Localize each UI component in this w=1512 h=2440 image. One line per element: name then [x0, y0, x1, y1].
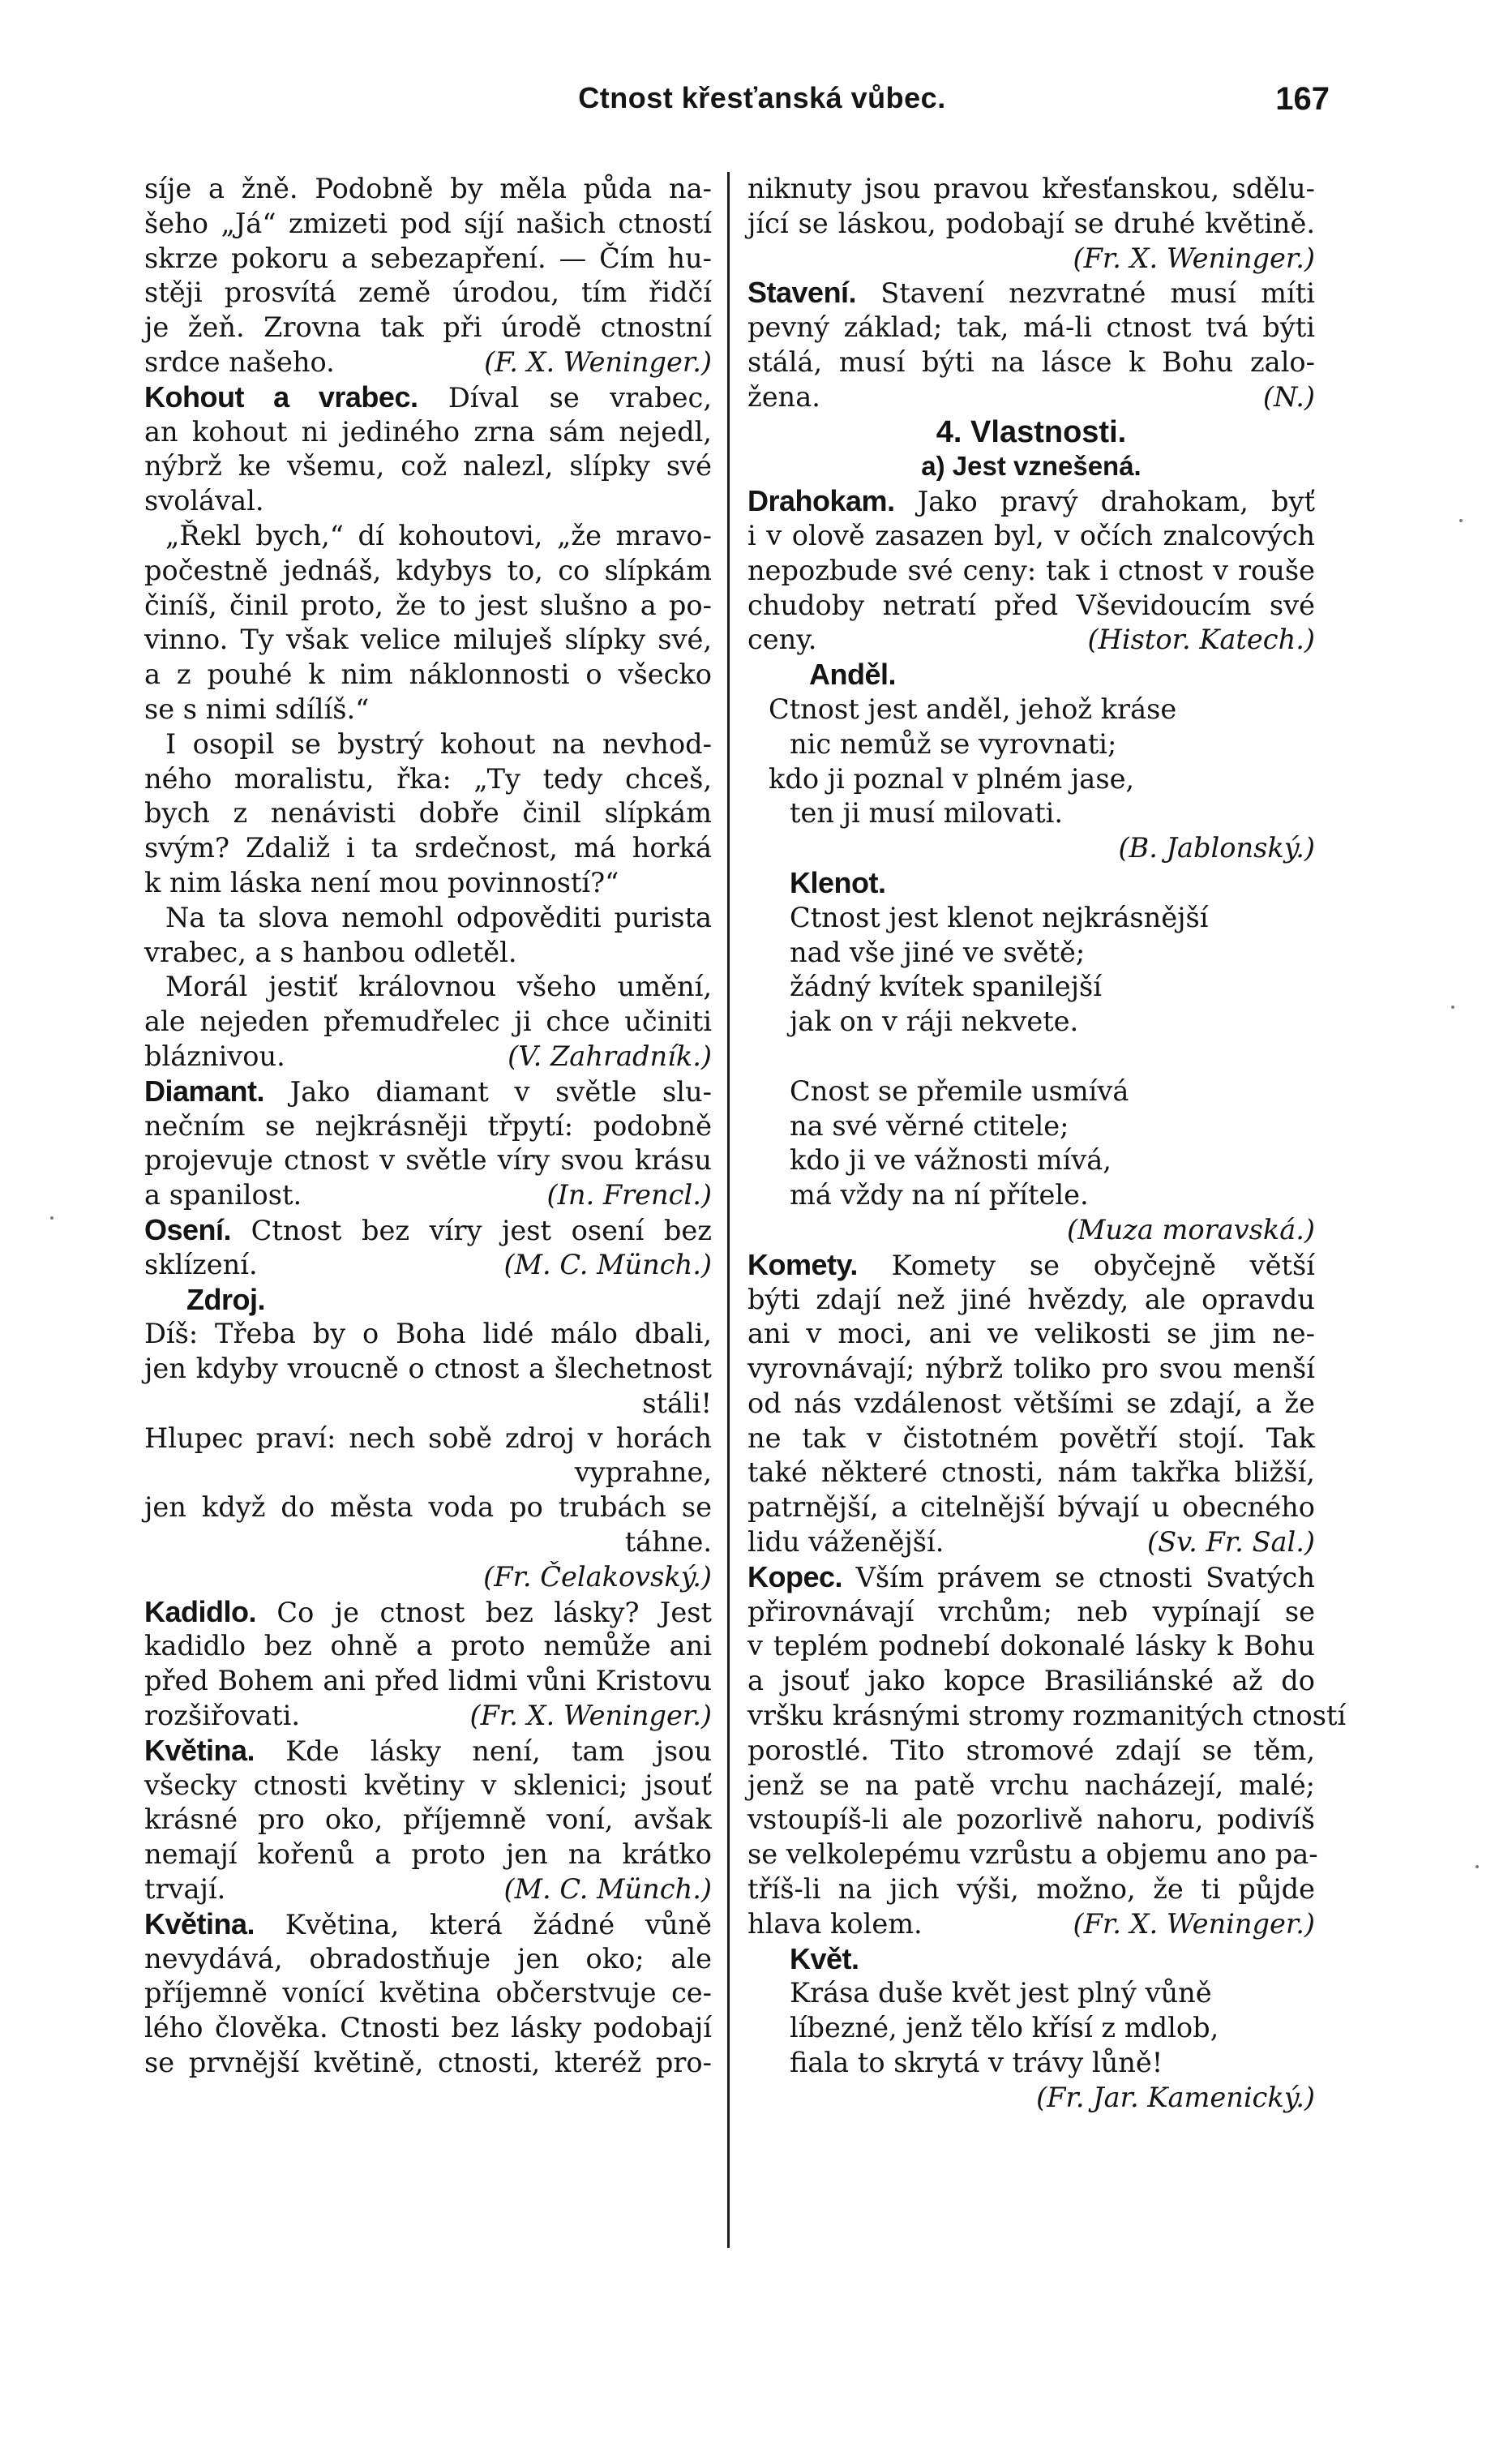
left-line: [144, 1595, 712, 1630]
right-line: [747, 1352, 1315, 1387]
source-citation: (In. Frencl.): [546, 1179, 712, 1211]
line-text: pevný základ; tak, má-li ctnost tvá býti: [747, 311, 1315, 344]
right-line: [747, 1907, 1315, 1942]
right-line: [747, 1005, 1315, 1040]
line-text: jen když do města voda po trubách se: [144, 1491, 712, 1524]
line-text: lého člověka. Ctnosti bez lásky podobají: [144, 2012, 712, 2044]
line-text: tříš-li na jich výši, možno, že ti půjde: [747, 1873, 1315, 1906]
line-text: v teplém podnebí dokonalé lásky k Bohu: [747, 1630, 1315, 1662]
entry-keyword: Anděl.: [809, 658, 897, 692]
line-text: táhne.: [624, 1526, 712, 1559]
line-text: nad vše jiné ve světě;: [790, 936, 1086, 968]
left-line: [144, 554, 712, 589]
right-line: [747, 1178, 1315, 1213]
line-text: Díš: Třeba by o Boha lidé málo dbali,: [144, 1318, 712, 1350]
line-text: a z pouhé k nim náklonnosti o všecko: [144, 658, 712, 691]
scan-speck: [1476, 1865, 1479, 1868]
left-line: [144, 242, 712, 277]
line-text: Co je ctnost bez lásky? Jest: [276, 1596, 712, 1628]
line-text: před Bohem ani před lidmi vůni Kristovu: [144, 1665, 712, 1697]
line-text: má vždy na ní přítele.: [790, 1179, 1089, 1211]
line-text: šeho „Já“ zmizeti pod síjí našich ctností: [144, 207, 712, 239]
source-citation: (V. Zahradník.): [508, 1040, 712, 1072]
left-line: [144, 345, 712, 380]
left-line: [144, 1456, 712, 1490]
line-text: vrabec, a s hanbou odletěl.: [144, 936, 517, 968]
line-text: I osopil se bystrý kohout na nevhod-: [165, 727, 712, 760]
left-line: [144, 311, 712, 345]
left-line: [144, 936, 712, 971]
right-line: [747, 1872, 1315, 1907]
left-line: [144, 415, 712, 450]
left-line: [144, 727, 712, 762]
right-line: [747, 831, 1315, 866]
left-line: [144, 1143, 712, 1178]
line-text: bych z nenávisti dobře činil slípkám: [144, 797, 712, 830]
left-line: [144, 1387, 712, 1422]
left-line: [144, 658, 712, 693]
line-text: chudoby netratí před Vševidoucím své: [747, 589, 1315, 621]
line-text: žena.: [747, 380, 820, 413]
left-line: [144, 1422, 712, 1456]
line-text: příjemně vonící květina občerstvuje ce-: [144, 1977, 712, 2009]
source-citation: (M. C. Münch.): [503, 1248, 712, 1280]
line-text: jící se láskou, podobají se druhé květině.: [747, 207, 1315, 239]
entry-keyword: Zdroj.: [186, 1282, 265, 1316]
line-text: ného moralistu, řka: „Ty tedy chceš,: [144, 762, 712, 795]
line-text: Kde lásky není, tam jsou: [285, 1735, 712, 1767]
line-text: jak on v ráji nekvete.: [790, 1006, 1079, 1038]
line-text: lidu váženější.: [747, 1526, 944, 1559]
entry-keyword: Kohout a vrabec.: [144, 380, 418, 414]
right-line: [747, 623, 1315, 658]
left-line: [144, 1490, 712, 1525]
line-text: býti zdají než jiné hvězdy, ale opravdu: [747, 1283, 1315, 1315]
line-text: počestně jednáš, kdybys to, co slípkám: [144, 554, 712, 586]
line-text: ne tak v čistotném povětří stojí. Tak: [747, 1422, 1315, 1454]
line-text: vyrovnávají; nýbrž toliko pro svou menší: [747, 1353, 1315, 1385]
right-line: [747, 693, 1315, 727]
line-text: na své věrné ctitele;: [790, 1109, 1069, 1142]
right-line: [747, 970, 1315, 1005]
left-line: [144, 1803, 712, 1838]
line-text: srdce našeho.: [144, 345, 335, 378]
source-citation: (Sv. Fr. Sal.): [1147, 1526, 1315, 1559]
left-line: [144, 1838, 712, 1872]
line-text: přirovnávají vrchům; neb vypínají se: [747, 1595, 1315, 1627]
line-text: Květina, která žádné vůně: [285, 1908, 712, 1940]
line-text: niknuty jsou pravou křesťanskou, sdělu-: [747, 173, 1315, 204]
left-line: [144, 1699, 712, 1734]
line-text: bláznivou.: [144, 1040, 285, 1072]
line-text: síje a žně. Podobně by měla půda na-: [144, 173, 712, 204]
left-line: [144, 1074, 712, 1109]
right-line: [747, 1525, 1315, 1560]
left-line: [144, 1248, 712, 1283]
right-line: [747, 1976, 1315, 2011]
running-head: Ctnost křesťanská vůbec.: [578, 81, 946, 114]
left-line: [144, 380, 712, 415]
line-text: je žeň. Zrovna tak při úrodě ctnostní: [144, 311, 712, 344]
right-line: [747, 1456, 1315, 1490]
scan-speck: [1459, 519, 1463, 522]
source-citation: (Fr. Jar. Kamenický.): [1036, 2081, 1315, 2113]
line-text: i v olově zasazen byl, v očích znalcových: [747, 519, 1315, 551]
line-text: svým? Zdaliž i ta srdečnost, má horká: [144, 832, 712, 864]
left-line: [144, 1629, 712, 1664]
line-text: Krása duše květ jest plný vůně: [790, 1977, 1212, 2009]
left-line: [144, 1283, 712, 1318]
right-line: [747, 519, 1315, 554]
left-line: [144, 623, 712, 658]
right-line: [747, 1838, 1318, 1872]
right-line: [747, 1595, 1315, 1630]
line-text: kdo ji ve vážnosti mívá,: [790, 1144, 1112, 1177]
line-text: se velkolepému vzrůstu a objemu ano pa-: [747, 1838, 1318, 1871]
line-text: k nim láska není mou povinností?“: [144, 866, 619, 898]
right-line: [747, 554, 1315, 589]
line-text: ceny.: [747, 624, 817, 656]
left-line: [144, 901, 712, 936]
right-column: [747, 172, 1347, 2116]
right-line: [747, 1769, 1315, 1803]
left-line: [144, 796, 712, 831]
entry-keyword: Klenot.: [790, 865, 886, 899]
line-text: líbezné, jenž tělo křísí z mdlob,: [790, 2012, 1219, 2044]
left-line: [144, 1525, 712, 1560]
entry-keyword: Květina.: [144, 1906, 255, 1940]
left-line: [144, 589, 712, 624]
line-text: hlava kolem.: [747, 1907, 923, 1940]
entry-keyword: Diamant.: [144, 1074, 265, 1108]
left-line: [144, 207, 712, 242]
line-text: od nás vzdálenost většími se zdají, a že: [747, 1387, 1315, 1419]
line-text: jenž se na patě vrchu nacházejí, malé;: [747, 1769, 1315, 1801]
line-text: Morál jestiť královnou všeho umění,: [165, 971, 712, 1003]
right-line: [747, 449, 1315, 484]
line-text: vršku krásnými stromy rozmanitých ctností: [747, 1700, 1347, 1732]
left-line: [144, 2046, 712, 2081]
left-line: [144, 276, 712, 311]
scan-speck: [1451, 1006, 1454, 1009]
left-line: [144, 1109, 712, 1144]
line-text: stěji prosvítá země úrodou, tím řidčí: [144, 277, 712, 309]
line-text: „Řekl bych,“ dí kohoutovi, „že mravo-: [165, 519, 712, 551]
right-line: [747, 415, 1315, 450]
line-text: patrnější, a citelnější bývají u obecného: [747, 1491, 1315, 1524]
source-citation: (B. Jablonský.): [1118, 832, 1315, 864]
subsection-heading: a) Jest vznešená.: [921, 451, 1141, 482]
right-line: [747, 484, 1315, 519]
right-line: [747, 345, 1315, 380]
left-line: [144, 1213, 712, 1248]
line-text: Ctnost jest anděl, jehož krásе: [769, 693, 1177, 725]
left-line: [144, 1178, 712, 1213]
source-citation: (N.): [1262, 380, 1315, 413]
right-line: [747, 901, 1315, 936]
line-text: ani v moci, ani ve velikosti se jim ne-: [747, 1318, 1315, 1350]
line-text: žádný kvítek spanilejší: [790, 971, 1103, 1003]
right-line: [747, 762, 1315, 797]
right-line: [747, 276, 1315, 311]
left-line: [144, 172, 712, 207]
left-line: [144, 1942, 712, 1977]
right-line: [747, 1490, 1315, 1525]
line-text: činíš, činil proto, že to jest slušno a po-: [144, 589, 712, 621]
left-line: [144, 693, 712, 727]
left-line: [144, 762, 712, 797]
line-text: kdo ji poznal v plném jase,: [769, 762, 1135, 795]
scan-speck: [50, 1216, 54, 1220]
line-text: všecky ctnosti květiny v sklenici; jsouť: [144, 1769, 712, 1801]
line-text: se prvnější květině, ctnosti, kteréž pro-: [144, 2047, 712, 2079]
source-citation: (Muza moravská.): [1067, 1213, 1315, 1246]
source-citation: (F. X. Weninger.): [484, 345, 712, 378]
line-text: an kohout ni jediného zrna sám nejedl,: [144, 415, 712, 448]
line-text: Komety se obyčejně větší: [891, 1249, 1315, 1281]
entry-keyword: Kopec.: [747, 1559, 843, 1593]
line-text: se s nimi sdílíš.“: [144, 693, 370, 725]
right-line: [747, 1664, 1315, 1699]
line-text: nýbrž ke všemu, což nalezl, slípky své: [144, 450, 712, 482]
line-text: Ctnost jest klenot nejkrásnější: [790, 901, 1209, 933]
line-text: nemají kořenů a proto jen na krátko: [144, 1838, 712, 1871]
line-text: nevydává, obradostňuje jen oko; ale: [144, 1942, 712, 1975]
right-line: [747, 1143, 1315, 1178]
column-divider: [727, 172, 730, 2248]
source-citation: (Fr. X. Weninger.): [1073, 242, 1315, 274]
right-line: [747, 589, 1315, 624]
line-text: a jsouť jako kopce Brasiliánské až do: [747, 1665, 1315, 1697]
left-line: [144, 970, 712, 1005]
entry-keyword: Kadidlo.: [144, 1594, 256, 1628]
left-line: [144, 1317, 712, 1352]
right-line: [747, 1699, 1347, 1734]
line-text: rozšiřovati.: [144, 1700, 301, 1732]
line-text: Stavení nezvratné musí míti: [880, 277, 1315, 310]
right-line: [747, 207, 1315, 242]
entry-keyword: Drahokam.: [747, 484, 895, 518]
entry-keyword: Stavení.: [747, 276, 857, 310]
right-line: [747, 2011, 1315, 2046]
line-text: kadidlo bez ohně a proto nemůže ani: [144, 1630, 712, 1662]
source-citation: (Fr. X. Weninger.): [469, 1700, 712, 1732]
line-text: a spanilost.: [144, 1179, 302, 1211]
left-line: [144, 866, 712, 901]
entry-keyword: Komety.: [747, 1247, 858, 1281]
left-line: [144, 1734, 712, 1769]
right-line: [747, 1317, 1315, 1352]
right-line: [747, 1422, 1315, 1456]
left-line: [144, 1872, 712, 1907]
line-text: jen kdyby vroucně o ctnost a šlechetnost: [144, 1353, 712, 1385]
line-text: skrze pokoru a sebezapření. — Čím hu-: [144, 242, 712, 274]
line-text: porostlé. Tito stromové zdají se těm,: [747, 1734, 1315, 1766]
line-text: také některé ctnosti, nám takřka bližší,: [747, 1456, 1315, 1489]
line-text: Jako pravý drahokam, byť: [917, 486, 1315, 518]
right-line: [747, 1248, 1315, 1283]
line-text: vstoupíš-li ale pozorlivě nahoru, podivíš: [747, 1803, 1315, 1836]
left-line: [144, 1769, 712, 1803]
right-line: [747, 1213, 1315, 1248]
section-heading: 4. Vlastnosti.: [936, 414, 1127, 449]
left-line: [144, 1005, 712, 1040]
line-text: nečním se nejkrásněji třpytí: podobně: [144, 1109, 712, 1142]
right-line: [747, 380, 1315, 415]
line-text: nepozbude své ceny: tak i ctnost v rouše: [747, 554, 1315, 586]
left-line: [144, 1040, 712, 1074]
left-line: [144, 449, 712, 484]
right-line: [747, 1734, 1315, 1769]
left-line: [144, 519, 712, 554]
entry-keyword: Osení.: [144, 1212, 232, 1246]
right-line: [747, 1803, 1315, 1838]
left-line: [144, 484, 712, 519]
line-text: ten ji musí milovati.: [790, 797, 1064, 830]
left-line: [144, 2011, 712, 2046]
right-line: [747, 242, 1315, 277]
line-text: fiala to skrytá v trávy lůně!: [790, 2047, 1163, 2079]
line-text: svolával.: [144, 485, 264, 517]
right-line: [747, 866, 1315, 901]
line-text: projevuje ctnost v světle víry svou krásu: [144, 1144, 712, 1177]
right-line: [747, 658, 1315, 693]
right-line: [747, 2081, 1315, 2116]
right-line: [747, 1074, 1315, 1109]
right-line: [747, 1629, 1315, 1664]
right-line: [747, 1560, 1315, 1595]
left-line: [144, 1907, 712, 1942]
left-column: [144, 172, 712, 2081]
line-text: Jako diamant v světle slu-: [289, 1075, 712, 1108]
right-line: [747, 1109, 1315, 1144]
source-citation: (M. C. Münch.): [503, 1873, 712, 1906]
line-text: Hlupec praví: nech sobě zdroj v horách: [144, 1422, 712, 1454]
line-text: vyprahne,: [574, 1456, 712, 1489]
line-text: stálá, musí býti na lásce k Bohu zalo-: [747, 345, 1315, 378]
line-text: krásné pro oko, příjemně voní, avšak: [144, 1803, 712, 1836]
line-text: ale nejeden přemudřelec ji chce učiniti: [144, 1006, 712, 1038]
source-citation: (Fr. X. Weninger.): [1073, 1907, 1315, 1940]
right-line: [747, 1040, 1315, 1074]
entry-keyword: Květ.: [790, 1941, 859, 1975]
line-text: stáli!: [642, 1387, 712, 1419]
line-text: Cnost se přemile usmívá: [790, 1074, 1129, 1107]
right-line: [747, 172, 1315, 207]
line-text: nic nemůž se vyrovnati;: [790, 727, 1117, 760]
right-line: [747, 2046, 1315, 2081]
left-line: [144, 1664, 712, 1699]
source-citation: (Histor. Katech.): [1087, 624, 1315, 656]
left-line: [144, 1976, 712, 2011]
line-text: trvají.: [144, 1873, 226, 1906]
line-text: vinno. Ty však velice miluješ slípky své,: [144, 624, 712, 656]
right-line: [747, 1942, 1315, 1977]
line-text: sklízení.: [144, 1248, 258, 1280]
right-line: [747, 936, 1315, 971]
right-line: [747, 311, 1315, 345]
entry-keyword: Květina.: [144, 1733, 255, 1767]
right-line: [747, 1387, 1315, 1422]
line-text: Ctnost bez víry jest osení bez: [251, 1214, 712, 1246]
source-citation: (Fr. Čelakovský.): [483, 1560, 712, 1593]
left-line: [144, 1560, 712, 1595]
left-line: [144, 1352, 712, 1387]
right-line: [747, 796, 1315, 831]
line-text: Díval se vrabec,: [448, 381, 712, 414]
right-line: [747, 1283, 1315, 1318]
page-number: 167: [1275, 81, 1330, 117]
line-text: Na ta slova nemohl odpověditi purista: [165, 901, 712, 933]
right-line: [747, 727, 1315, 762]
left-line: [144, 831, 712, 866]
line-text: Vším právem se ctnosti Svatých: [855, 1561, 1315, 1593]
